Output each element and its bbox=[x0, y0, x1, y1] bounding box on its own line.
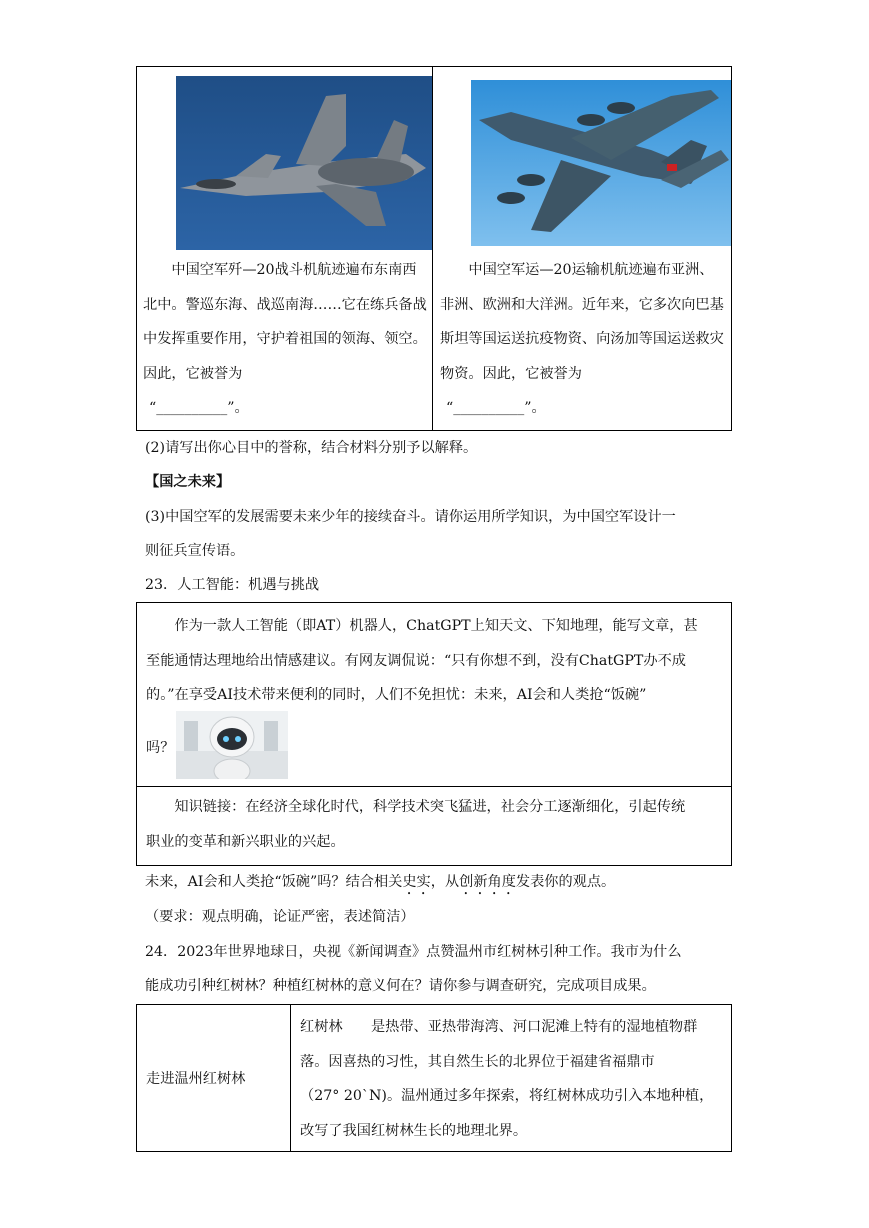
question-3-line2: 则征兵宣传语。 bbox=[145, 543, 245, 559]
ai-text-line1: 作为一款人工智能（即AT）机器人，ChatGPT上知天文、下知地理，能写文章，甚 bbox=[174, 618, 698, 634]
ai-text-line2: 至能通情达理地给出情感建议。有网友调侃说：“只有你想不到，没有ChatGPT办不成 bbox=[146, 652, 686, 669]
ai-text-line4: 吗？ bbox=[146, 740, 175, 756]
ai-text-line3: 的。”在享受AI技术带来便利的同时，人们不免担忧：未来，AI会和人类抢“饭碗” bbox=[146, 687, 647, 703]
knowledge-link-line1: 知识链接：在经济全球化时代，科学技术突飞猛进，社会分工逐渐细化，引起传统 bbox=[174, 799, 686, 815]
robot-image bbox=[176, 711, 288, 779]
question-23-title: 23．人工智能：机遇与挑战 bbox=[145, 577, 320, 593]
y20-transport-image bbox=[471, 80, 731, 246]
mangrove-left-label: 走进温州红树林 bbox=[146, 1071, 246, 1087]
y20-description: 中国空军运—20运输机航迹遍布亚洲、非洲、欧洲和大洋洲。近年来，它多次向巴基斯坦等国运送抗疫物资、向汤加等国运送救灾物资。因此，它被誉为 bbox=[440, 262, 724, 382]
question-3-line1: (3)中国空军的发展需要未来少年的接续奋斗。请你运用所学知识，为中国空军设计一 bbox=[145, 509, 676, 525]
planes-table-divider bbox=[432, 66, 433, 431]
mangrove-line4: 改写了我国红树林生长的地理北界。 bbox=[300, 1122, 528, 1139]
ai-box-divider bbox=[136, 786, 732, 787]
question-2: (2)请写出你心目中的誉称，结合材料分别予以解释。 bbox=[145, 440, 478, 456]
question-23-prompt: 未来，AI会和人类抢“饭碗”吗？结合相关史实，从创新角度发表你的观点。 bbox=[145, 874, 616, 890]
knowledge-link-line2: 职业的变革和新兴职业的兴起。 bbox=[146, 833, 345, 850]
j20-fighter-image bbox=[176, 76, 432, 250]
mangrove-table-divider bbox=[290, 1004, 291, 1152]
question-24-line2: 能成功引种红树林？种植红树林的意义何在？请你参与调查研究，完成项目成果。 bbox=[145, 978, 656, 994]
question-24-line1: 24．2023年世界地球日，央视《新闻调查》点赞温州市红树林引种工作。我市为什么 bbox=[145, 944, 682, 960]
mangrove-line3: （27° 20`N)。温州通过多年探索，将红树林成功引入本地种植， bbox=[300, 1088, 714, 1104]
mangrove-line1: 红树林 是热带、亚热带海湾、河口泥滩上特有的湿地植物群 bbox=[300, 1019, 698, 1035]
y20-blank[interactable]: “__________”。 bbox=[446, 400, 546, 416]
section-future-heading: 【国之未来】 bbox=[145, 474, 231, 490]
j20-blank[interactable]: “__________”。 bbox=[149, 400, 249, 416]
j20-description: 中国空军歼—20战斗机航迹遍布东南西北中。警巡东海、战巡南海……它在练兵备战中发挥重要作用，守护着祖国的领海、领空。因此，它被誉为 bbox=[143, 262, 427, 382]
question-23-requirements: （要求：观点明确，论证严密，表述简洁） bbox=[145, 909, 415, 925]
mangrove-line2: 落。因喜热的习性，其自然生长的北界位于福建省福鼎市 bbox=[300, 1053, 655, 1070]
